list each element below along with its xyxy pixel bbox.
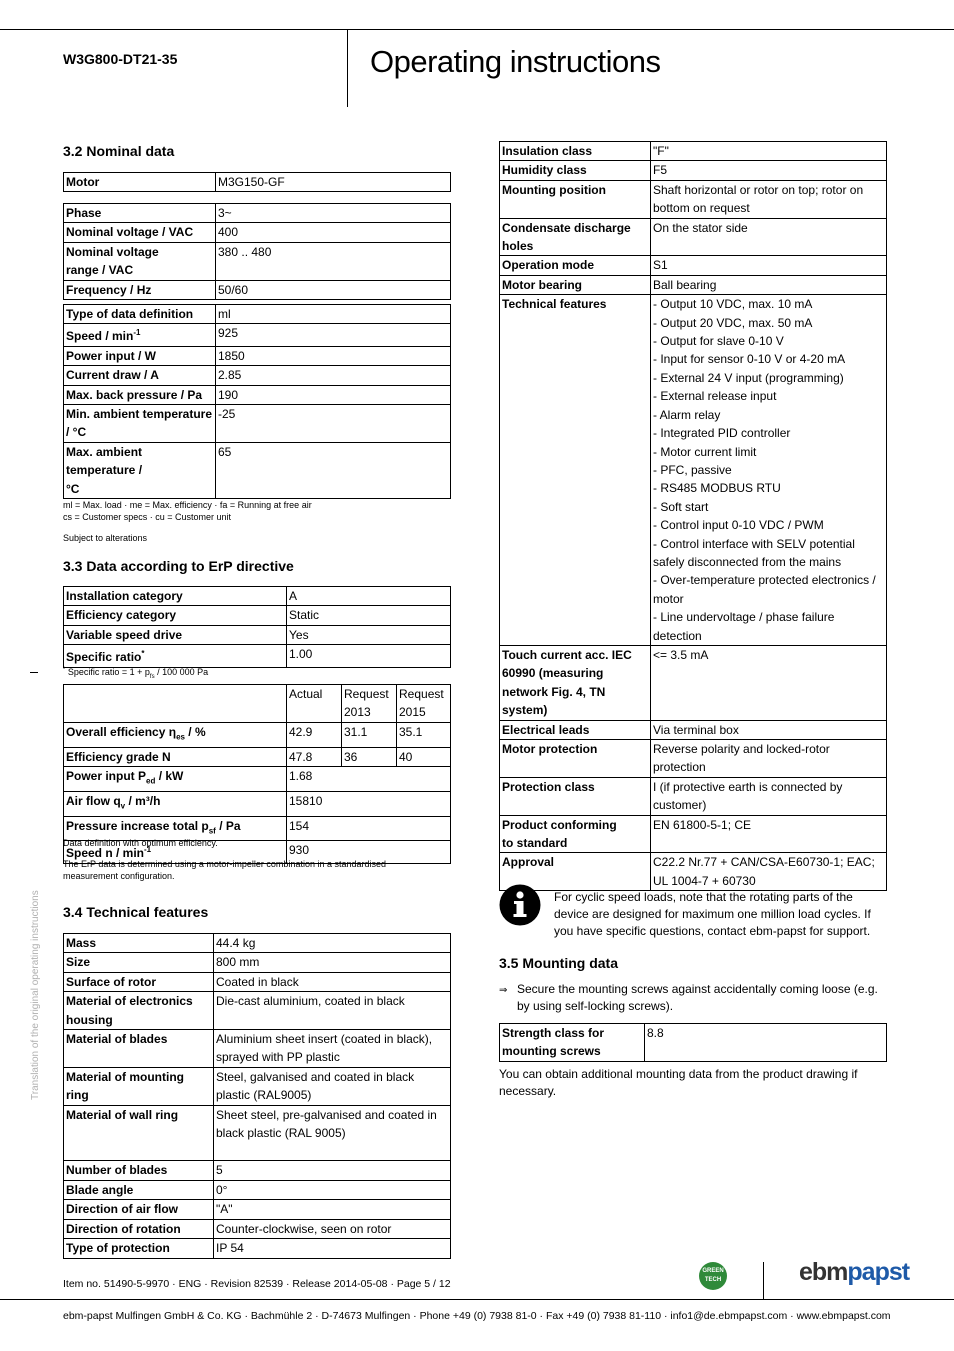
table-row: Phase 3~ [64,204,451,223]
technical-features-list: - Output 10 VDC, max. 10 mA - Output 20 VDC, max. 50 mA - Output for slave 0-10 V - Input for sensor 0-10 V or 4-20 mA - External 24 V input (programming) - External release input - Alarm relay - Integrated PID controller - Motor current limit - PFC, passive - RS485 MODBUS RTU - Soft start - Control input 0-10 VDC / PWM - Control interface with SELV potential safely disconnected from the mains - Over-temperature protected electronics / motor - Line undervoltage / phase failure detection [651,295,887,646]
table-row: Specific ratio* 1.00 [64,645,451,667]
table-row: Speed / $\min^{-1}$ 925 [64,324,451,346]
motor-table [63,172,451,192]
table-row: Operation mode S1 [500,256,887,275]
section-heading-technical: 3.4 Technical features [63,904,209,920]
table-row: Air flow $q_v / m^3/h$ 15810 [64,791,451,816]
table-row: Max. ambient temperature / °C 65 [64,442,451,498]
item-number-line: Item no. 51490-5-9970 · ENG · Revision 82539 · Release 2014-05-08 · Page 5 / 12 [63,1278,451,1290]
electrical-table [63,203,451,300]
table-row: Min. ambient temperature / °C -25 [64,405,451,443]
table-row: Blade angle 0° [64,1180,451,1199]
table-row: Motor protection Reverse polarity and locked-rotor protection [500,740,887,778]
table-row: Overall efficiency $\eta_{es}$ / % 42.9 31.1 35.1 [64,722,451,747]
table-row: Material of blades Aluminium sheet insert (coated in black), sprayed with PP plastic [64,1030,451,1068]
table-row: Power input $P_{ed}$ / kW 1.68 [64,767,451,792]
section-heading-mounting: 3.5 Mounting data [499,955,618,971]
footnote: Subject to alterations [63,533,148,543]
table-row: Max. back pressure / Pa 190 [64,385,451,404]
info-note: For cyclic speed loads, note that the rotating parts of the device are designed for maximum one million load cycles. If you have specific questions, contact ebm-papst for support. [554,890,871,938]
table-row: Protection class I (if protective earth is connected by customer) [500,777,887,815]
table-row: Frequency / Hz 50/60 [64,280,451,299]
header-divider [347,30,348,107]
table-row: Strength class for mounting screws 8.8 [500,1024,887,1062]
table-row: Approval C22.2 Nr.77 + CAN/CSA-E60730-1; EAC; UL 1004-7 + 60730 [500,853,887,891]
fold-mark [30,672,38,673]
table-row: Mass 44.4 kg [64,934,451,953]
footnote: Data definition with optimum efficiency. [63,838,218,848]
table-row: Product conforming to standard EN 61800-5-1; CE [500,815,887,853]
mounting-note: You can obtain additional mounting data from the product drawing if necessary. [499,1067,858,1098]
page-title: Operating instructions [370,44,661,79]
table-row: Type of protection IP 54 [64,1239,451,1258]
footnote: * Specific ratio = $1 + p_{fs} / 100$ 000 Pa [63,667,209,680]
erp-category-table [63,586,451,668]
table-row: Pressure increase total $p_{sf}$ / Pa 154 [64,816,451,841]
footer-rule [0,1299,954,1300]
table-row: Motor bearing Ball bearing [500,275,887,294]
ebmpapst-logo: ebmpapst [799,1258,910,1286]
footnote: ml = Max. load · me = Max. efficiency · fa = Running at free air cs = Customer specs · cu = Customer unit [63,500,312,522]
table-row: Touch current acc. IEC 60990 (measuring network Fig. 4, TN system) <= 3.5 mA [500,645,887,720]
arrow-right-icon: ⇒ [499,985,508,996]
table-row: Technical features - Output 10 VDC, max. 10 mA - Output 20 VDC, max. 50 mA - Output for slave 0-10 V - Input for sensor 0-10 V or 4-20 mA - External 24 V input (programming) - External release input - Alarm relay - Integrated PID controller - Motor current limit - PFC, passive - RS485 MODBUS RTU - Soft start - Control input 0-10 VDC / PWM - Control interface with SELV potential safely disconnected from the mains - Over-temperature protected electronics / motor - Line undervoltage / phase failure detection [500,295,887,646]
table-row: Humidity class F5 [500,161,887,180]
footer-divider [763,1262,764,1300]
section-heading-erp: 3.3 Data according to ErP directive [63,558,294,574]
table-row: Electrical leads Via terminal box [500,720,887,739]
company-address: ebm-papst Mulfingen GmbH & Co. KG · Bachmühle 2 · D-74673 Mulfingen · Phone +49 (0) 7938 81-0 · Fax +49 (0) 7938 81-110 · info1@de.ebmpapst.com · www.ebmpapst.com [63,1310,891,1322]
table-row: Type of data definition ml [64,305,451,324]
table-row: Actual Request 2013 Request 2015 [64,685,451,723]
green-tech-badge-icon: GREEN TECH [699,1262,727,1290]
table-row: Efficiency grade N 47.8 36 40 [64,747,451,766]
table-row: Efficiency category Static [64,606,451,625]
mounting-instruction: Secure the mounting screws against accidentally coming loose (e.g. by using self-locking screws). [517,982,878,1013]
technical-features-table [63,933,451,1259]
motor-features-table [499,141,887,891]
info-icon [499,884,541,926]
table-row: Number of blades 5 [64,1161,451,1180]
table-row: Size 800 mm [64,953,451,972]
mounting-table [499,1023,887,1062]
performance-table [63,304,451,499]
section-heading-nominal: 3.2 Nominal data [63,143,175,159]
table-row: Motor M3G150-GF [64,173,451,192]
table-row: Material of wall ring Sheet steel, pre-galvanised and coated in black plastic (RAL 9005) [64,1105,451,1161]
table-row: Speed n / $\min^{-1}$ 930 [64,841,451,863]
footnote: The ErP data is determined using a motor-impeller combination in a standardised measurement configuration. [63,859,387,881]
table-row: Direction of rotation Counter-clockwise, seen on rotor [64,1219,451,1238]
side-note: Translation of the original operating instructions [30,890,41,1100]
table-row: Insulation class "F" [500,142,887,161]
model-number: W3G800-DT21-35 [63,51,178,67]
table-row: Current draw / A 2.85 [64,366,451,385]
table-row: Material of mounting ring Steel, galvanised and coated in black plastic (RAL9005) [64,1067,451,1105]
table-row: Variable speed drive Yes [64,625,451,644]
table-row: Material of electronics housing Die-cast aluminium, coated in black [64,992,451,1030]
table-row: Direction of air flow "A" [64,1200,451,1219]
table-row: Condensate discharge holes On the stator side [500,218,887,256]
header-top-rule [0,29,954,30]
table-row: Installation category A [64,587,451,606]
table-row: Mounting position Shaft horizontal or rotor on top; rotor on bottom on request [500,180,887,218]
table-row: Surface of rotor Coated in black [64,972,451,991]
table-row: Nominal voltage / VAC 400 [64,223,451,242]
table-row: Power input / W 1850 [64,346,451,365]
table-row: Nominal voltage range / VAC 380 .. 480 [64,242,451,280]
